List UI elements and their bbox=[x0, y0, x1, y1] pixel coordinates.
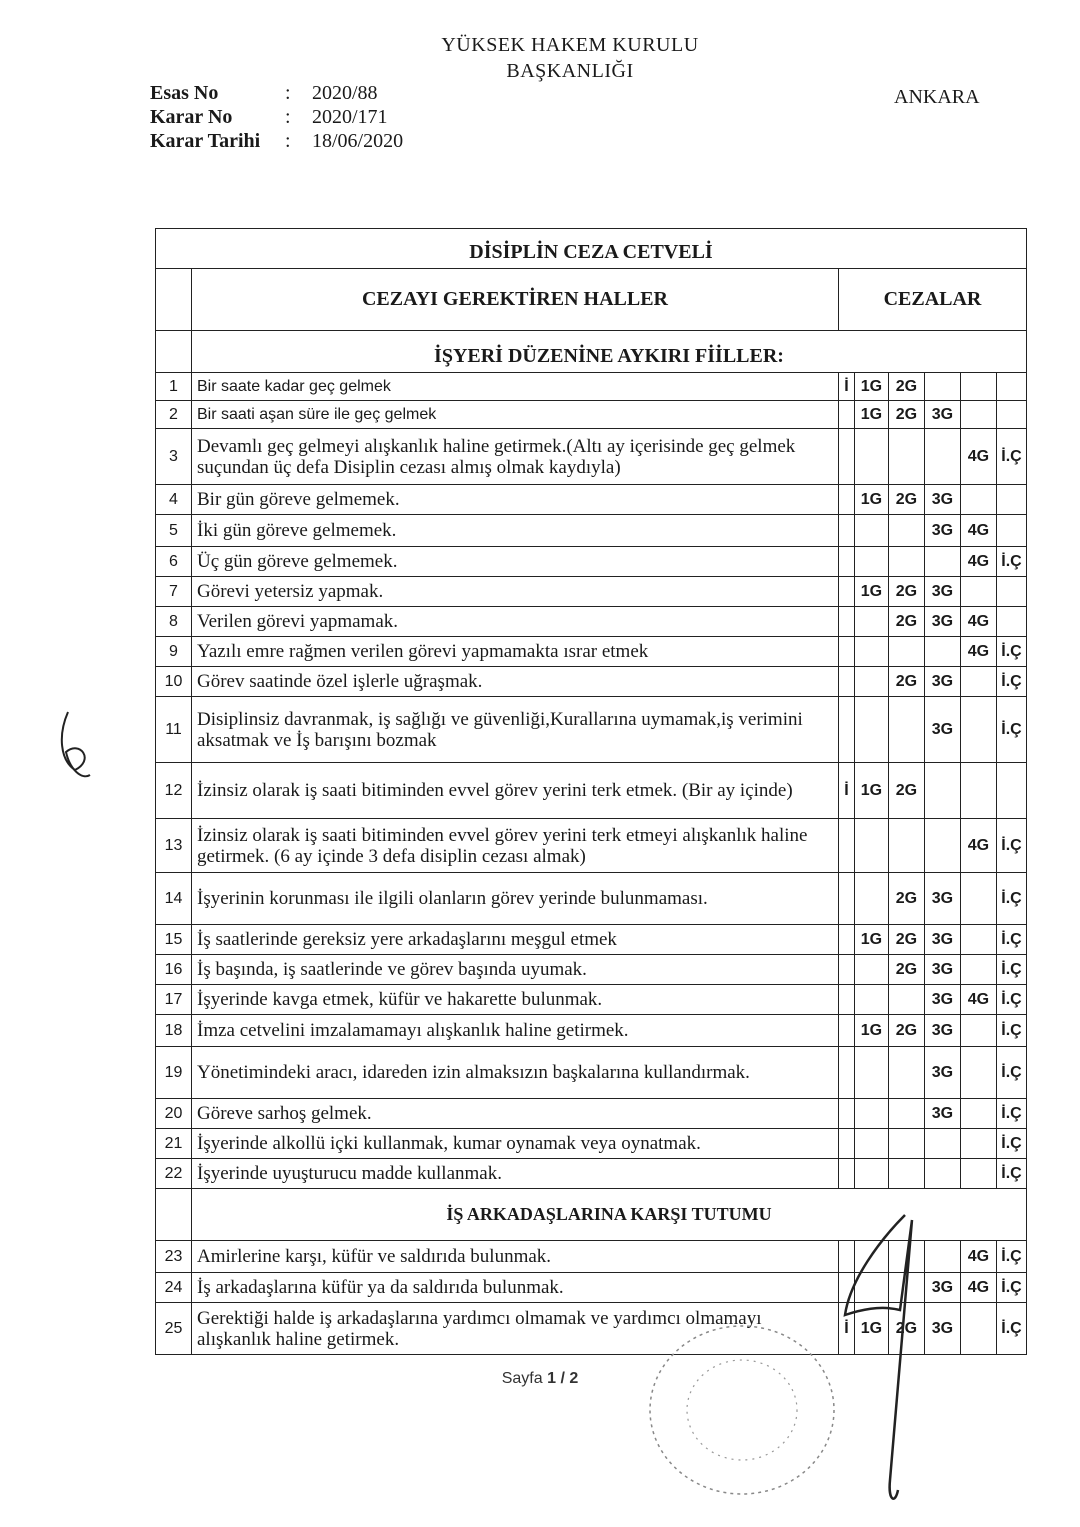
table-row bbox=[156, 697, 1027, 763]
penalty-cell: 3G bbox=[924, 955, 960, 985]
penalty-cell bbox=[996, 515, 1026, 547]
penalty-cell: İ.Ç bbox=[996, 1159, 1026, 1189]
penalty-cell bbox=[838, 401, 854, 429]
page-total: 2 bbox=[569, 1370, 579, 1387]
penalty-cell: 1G bbox=[854, 1015, 888, 1047]
table-row bbox=[156, 577, 1027, 607]
offense-description: Yazılı emre rağmen verilen görevi yapmamakta ısrar etmek bbox=[192, 637, 839, 667]
penalty-cell: İ.Ç bbox=[996, 429, 1026, 485]
offense-description: İşyerinin korunması ile ilgili olanların görev yerinde bulunmaması. bbox=[192, 873, 839, 925]
row-number: 11 bbox=[156, 697, 192, 763]
penalty-cell bbox=[924, 1159, 960, 1189]
penalty-cell bbox=[924, 763, 960, 819]
penalty-cell: 3G bbox=[924, 515, 960, 547]
penalty-cell: 1G bbox=[854, 1303, 888, 1355]
penalty-cell bbox=[924, 1129, 960, 1159]
institution-subtitle: BAŞKANLIĞI bbox=[506, 60, 634, 82]
penalty-cell: 4G bbox=[960, 1273, 996, 1303]
table-row bbox=[156, 955, 1027, 985]
penalty-cell: İ.Ç bbox=[996, 1015, 1026, 1047]
penalty-cell bbox=[960, 763, 996, 819]
penalty-cell bbox=[960, 1047, 996, 1099]
offense-description: Devamlı geç gelmeyi alışkanlık haline getirmek.(Altı ay içerisinde geç gelmek suçundan üç defa Disiplin cezası almış olmak kaydıyla) bbox=[192, 429, 839, 485]
penalty-cell: 1G bbox=[854, 925, 888, 955]
row-number: 2 bbox=[156, 401, 192, 429]
table-row bbox=[156, 925, 1027, 955]
row-number: 21 bbox=[156, 1129, 192, 1159]
offense-description: İzinsiz olarak iş saati bitiminden evvel görev yerini terk etmeyi alışkanlık haline getirmek. (6 ay içinde 3 defa disiplin cezası almak) bbox=[192, 819, 839, 873]
offense-description: İş saatlerinde gereksiz yere arkadaşlarını meşgul etmek bbox=[192, 925, 839, 955]
penalty-cell: İ.Ç bbox=[996, 819, 1026, 873]
blank-cell bbox=[156, 331, 192, 373]
penalty-cell: 4G bbox=[960, 637, 996, 667]
penalty-cell bbox=[854, 667, 888, 697]
penalty-cell bbox=[960, 1303, 996, 1355]
penalty-cell bbox=[854, 1159, 888, 1189]
esas-label: Esas No bbox=[150, 82, 219, 104]
offense-description: İş başında, iş saatlerinde ve görev başında uyumak. bbox=[192, 955, 839, 985]
penalty-cell: 2G bbox=[888, 373, 924, 401]
penalty-cell: 3G bbox=[924, 577, 960, 607]
penalty-cell: İ.Ç bbox=[996, 1099, 1026, 1129]
table-row bbox=[156, 1303, 1027, 1355]
penalty-cell: İ.Ç bbox=[996, 697, 1026, 763]
penalty-cell bbox=[838, 873, 854, 925]
penalty-cell bbox=[888, 1047, 924, 1099]
table-row bbox=[156, 819, 1027, 873]
esas-row bbox=[150, 81, 403, 105]
tarih-value: 18/06/2020 bbox=[312, 130, 404, 152]
penalty-cell: 3G bbox=[924, 485, 960, 515]
penalty-cell bbox=[838, 607, 854, 637]
row-number: 12 bbox=[156, 763, 192, 819]
penalty-cell: 3G bbox=[924, 1047, 960, 1099]
penalty-cell: İ.Ç bbox=[996, 667, 1026, 697]
penalty-cell bbox=[996, 763, 1026, 819]
penalty-cell bbox=[960, 373, 996, 401]
row-number: 20 bbox=[156, 1099, 192, 1129]
penalty-cell: 4G bbox=[960, 515, 996, 547]
offense-description: İmza cetvelini imzalamamayı alışkanlık haline getirmek. bbox=[192, 1015, 839, 1047]
row-number: 4 bbox=[156, 485, 192, 515]
penalty-cell: 2G bbox=[888, 607, 924, 637]
table-row bbox=[156, 485, 1027, 515]
penalty-cell bbox=[888, 637, 924, 667]
penalty-cell: İ.Ç bbox=[996, 873, 1026, 925]
penalty-cell bbox=[854, 819, 888, 873]
penalty-cell bbox=[888, 1273, 924, 1303]
penalty-cell bbox=[838, 1047, 854, 1099]
penalty-cell bbox=[838, 515, 854, 547]
penalty-cell bbox=[854, 429, 888, 485]
penalty-cell bbox=[838, 925, 854, 955]
penalty-cell bbox=[838, 429, 854, 485]
row-number: 14 bbox=[156, 873, 192, 925]
offense-description: İşyerinde kavga etmek, küfür ve hakarette bulunmak. bbox=[192, 985, 839, 1015]
penalty-cell: İ.Ç bbox=[996, 955, 1026, 985]
penalty-cell bbox=[838, 1015, 854, 1047]
row-number: 15 bbox=[156, 925, 192, 955]
offense-description: Disiplinsiz davranmak, iş sağlığı ve güvenliği,Kurallarına uymamak,iş verimini aksatmak ve İş barışını bozmak bbox=[192, 697, 839, 763]
offense-description: Gerektiği halde iş arkadaşlarına yardımcı olmamak ve yardımcı olmamayı alışkanlık haline getirmek. bbox=[192, 1303, 839, 1355]
institution-title: YÜKSEK HAKEM KURULU bbox=[441, 34, 699, 56]
penalty-cell bbox=[854, 1241, 888, 1273]
penalty-cell bbox=[960, 1015, 996, 1047]
table-row bbox=[156, 401, 1027, 429]
offense-description: Görevi yetersiz yapmak. bbox=[192, 577, 839, 607]
offense-description: İki gün göreve gelmemek. bbox=[192, 515, 839, 547]
row-number: 24 bbox=[156, 1273, 192, 1303]
penalty-cell: 3G bbox=[924, 873, 960, 925]
page-sep: / bbox=[560, 1370, 565, 1387]
offense-description: Bir saati aşan süre ile geç gelmek bbox=[192, 401, 839, 429]
row-number: 10 bbox=[156, 667, 192, 697]
row-number: 6 bbox=[156, 547, 192, 577]
table-row bbox=[156, 1241, 1027, 1273]
table-row bbox=[156, 1129, 1027, 1159]
offense-description: Verilen görevi yapmamak. bbox=[192, 607, 839, 637]
penalty-cell: 2G bbox=[888, 577, 924, 607]
penalty-cell bbox=[960, 697, 996, 763]
penalty-cell: 2G bbox=[888, 925, 924, 955]
row-number: 13 bbox=[156, 819, 192, 873]
penalty-cell bbox=[996, 577, 1026, 607]
row-number: 8 bbox=[156, 607, 192, 637]
discipline-table bbox=[155, 228, 1027, 1355]
tarih-label: Karar Tarihi bbox=[150, 130, 261, 152]
penalty-cell bbox=[996, 607, 1026, 637]
penalty-cell bbox=[924, 819, 960, 873]
penalty-cell: 2G bbox=[888, 1015, 924, 1047]
colon: : bbox=[285, 130, 291, 152]
penalty-cell bbox=[854, 607, 888, 637]
table-row bbox=[156, 873, 1027, 925]
table-row bbox=[156, 547, 1027, 577]
page-footer bbox=[0, 1370, 1080, 1388]
row-number: 18 bbox=[156, 1015, 192, 1047]
penalty-cell: 2G bbox=[888, 1303, 924, 1355]
section-header-row bbox=[156, 331, 1027, 373]
column-header-haller: CEZAYI GEREKTİREN HALLER bbox=[192, 269, 839, 331]
penalty-cell bbox=[854, 515, 888, 547]
city-label: ANKARA bbox=[894, 86, 980, 108]
penalty-cell bbox=[838, 697, 854, 763]
penalty-cell: 3G bbox=[924, 985, 960, 1015]
penalty-cell bbox=[838, 547, 854, 577]
penalty-cell: İ.Ç bbox=[996, 1273, 1026, 1303]
offense-description: Göreve sarhoş gelmek. bbox=[192, 1099, 839, 1129]
penalty-cell: İ.Ç bbox=[996, 925, 1026, 955]
penalty-cell bbox=[854, 547, 888, 577]
table-row bbox=[156, 373, 1027, 401]
penalty-cell: 3G bbox=[924, 1015, 960, 1047]
table-row bbox=[156, 1099, 1027, 1129]
penalty-cell bbox=[854, 697, 888, 763]
penalty-cell bbox=[924, 429, 960, 485]
table-row bbox=[156, 1273, 1027, 1303]
row-number: 25 bbox=[156, 1303, 192, 1355]
penalty-cell: 4G bbox=[960, 985, 996, 1015]
penalty-cell bbox=[888, 697, 924, 763]
penalty-cell: İ.Ç bbox=[996, 1241, 1026, 1273]
row-number: 17 bbox=[156, 985, 192, 1015]
penalty-cell bbox=[854, 1099, 888, 1129]
penalty-cell bbox=[924, 637, 960, 667]
penalty-cell bbox=[888, 515, 924, 547]
penalty-cell: 1G bbox=[854, 373, 888, 401]
penalty-cell: 4G bbox=[960, 1241, 996, 1273]
penalty-cell: 2G bbox=[888, 485, 924, 515]
penalty-cell bbox=[960, 955, 996, 985]
offense-description: İşyerinde uyuşturucu madde kullanmak. bbox=[192, 1159, 839, 1189]
margin-initial-mark bbox=[62, 712, 90, 776]
penalty-cell bbox=[838, 1241, 854, 1273]
penalty-cell: 4G bbox=[960, 819, 996, 873]
penalty-cell bbox=[838, 985, 854, 1015]
row-number: 3 bbox=[156, 429, 192, 485]
colon: : bbox=[285, 82, 291, 104]
penalty-cell: 2G bbox=[888, 873, 924, 925]
penalty-cell: 3G bbox=[924, 401, 960, 429]
penalty-cell bbox=[838, 637, 854, 667]
table-row bbox=[156, 1047, 1027, 1099]
karar-row bbox=[150, 105, 403, 129]
penalty-cell: 4G bbox=[960, 429, 996, 485]
penalty-cell: 3G bbox=[924, 925, 960, 955]
penalty-cell bbox=[996, 401, 1026, 429]
page-current: 1 bbox=[547, 1370, 556, 1387]
offense-description: İşyerinde alkollü içki kullanmak, kumar oynamak veya oynatmak. bbox=[192, 1129, 839, 1159]
row-number: 23 bbox=[156, 1241, 192, 1273]
penalty-cell: 3G bbox=[924, 697, 960, 763]
offense-description: Bir gün göreve gelmemek. bbox=[192, 485, 839, 515]
offense-description: Yönetimindeki aracı, idareden izin almaksızın başkalarına kullandırmak. bbox=[192, 1047, 839, 1099]
penalty-cell: 2G bbox=[888, 667, 924, 697]
table-row bbox=[156, 515, 1027, 547]
offense-description: İzinsiz olarak iş saati bitiminden evvel görev yerini terk etmek. (Bir ay içinde) bbox=[192, 763, 839, 819]
penalty-cell: İ.Ç bbox=[996, 547, 1026, 577]
table-row bbox=[156, 985, 1027, 1015]
table-row bbox=[156, 637, 1027, 667]
penalty-cell bbox=[960, 485, 996, 515]
penalty-cell bbox=[960, 401, 996, 429]
row-number: 5 bbox=[156, 515, 192, 547]
karar-label: Karar No bbox=[150, 106, 233, 128]
penalty-cell: 3G bbox=[924, 667, 960, 697]
penalty-cell: İ bbox=[838, 763, 854, 819]
penalty-cell bbox=[838, 1159, 854, 1189]
penalty-cell bbox=[996, 485, 1026, 515]
penalty-cell: İ.Ç bbox=[996, 1129, 1026, 1159]
penalty-cell bbox=[838, 667, 854, 697]
penalty-cell: 1G bbox=[854, 763, 888, 819]
penalty-cell bbox=[838, 577, 854, 607]
table-row bbox=[156, 667, 1027, 697]
penalty-cell: 3G bbox=[924, 607, 960, 637]
row-number: 22 bbox=[156, 1159, 192, 1189]
offense-description: Amirlerine karşı, küfür ve saldırıda bulunmak. bbox=[192, 1241, 839, 1273]
penalty-cell: İ.Ç bbox=[996, 985, 1026, 1015]
penalty-cell bbox=[838, 1099, 854, 1129]
blank-cell bbox=[156, 1189, 192, 1241]
colon: : bbox=[285, 106, 291, 128]
case-metadata bbox=[150, 81, 403, 153]
penalty-cell bbox=[960, 577, 996, 607]
penalty-cell bbox=[924, 373, 960, 401]
penalty-cell bbox=[996, 373, 1026, 401]
row-number: 9 bbox=[156, 637, 192, 667]
penalty-cell bbox=[854, 637, 888, 667]
row-number: 16 bbox=[156, 955, 192, 985]
penalty-cell: 1G bbox=[854, 401, 888, 429]
penalty-cell: 4G bbox=[960, 607, 996, 637]
penalty-cell bbox=[888, 819, 924, 873]
penalty-cell: 2G bbox=[888, 763, 924, 819]
penalty-cell: İ bbox=[838, 1303, 854, 1355]
penalty-cell: İ.Ç bbox=[996, 637, 1026, 667]
penalty-cell: İ.Ç bbox=[996, 1303, 1026, 1355]
penalty-cell: 2G bbox=[888, 401, 924, 429]
penalty-cell bbox=[854, 985, 888, 1015]
penalty-cell: 3G bbox=[924, 1273, 960, 1303]
section-header-row bbox=[156, 1189, 1027, 1241]
penalty-cell bbox=[854, 1129, 888, 1159]
blank-cell bbox=[156, 269, 192, 331]
penalty-cell bbox=[888, 1241, 924, 1273]
section-header: İŞYERİ DÜZENİNE AYKIRI FİİLLER: bbox=[192, 331, 1027, 373]
penalty-cell: 3G bbox=[924, 1099, 960, 1129]
penalty-cell: 2G bbox=[888, 955, 924, 985]
penalty-cell bbox=[838, 819, 854, 873]
karar-value: 2020/171 bbox=[312, 106, 388, 128]
offense-description: İş arkadaşlarına küfür ya da saldırıda bulunmak. bbox=[192, 1273, 839, 1303]
penalty-cell bbox=[854, 955, 888, 985]
penalty-cell bbox=[838, 1273, 854, 1303]
row-number: 1 bbox=[156, 373, 192, 401]
penalty-cell bbox=[924, 1241, 960, 1273]
penalty-cell bbox=[888, 1159, 924, 1189]
penalty-cell bbox=[960, 1129, 996, 1159]
esas-value: 2020/88 bbox=[312, 82, 378, 104]
column-header-cezalar: CEZALAR bbox=[838, 269, 1026, 331]
penalty-cell bbox=[888, 1099, 924, 1129]
penalty-cell bbox=[960, 925, 996, 955]
table-row bbox=[156, 1015, 1027, 1047]
penalty-cell bbox=[838, 485, 854, 515]
page-label: Sayfa bbox=[501, 1370, 543, 1387]
table-title-row bbox=[156, 229, 1027, 269]
offense-description: Üç gün göreve gelmemek. bbox=[192, 547, 839, 577]
penalty-cell bbox=[888, 1129, 924, 1159]
penalty-cell bbox=[888, 985, 924, 1015]
penalty-cell bbox=[838, 955, 854, 985]
penalty-cell bbox=[960, 1099, 996, 1129]
offense-description: Görev saatinde özel işlerle uğraşmak. bbox=[192, 667, 839, 697]
penalty-cell bbox=[854, 1047, 888, 1099]
offense-description: Bir saate kadar geç gelmek bbox=[192, 373, 839, 401]
penalty-cell: İ bbox=[838, 373, 854, 401]
section-header: İŞ ARKADAŞLARINA KARŞI TUTUMU bbox=[192, 1189, 1027, 1241]
penalty-cell bbox=[854, 873, 888, 925]
row-number: 7 bbox=[156, 577, 192, 607]
penalty-cell bbox=[924, 547, 960, 577]
penalty-cell: 4G bbox=[960, 547, 996, 577]
table-row bbox=[156, 1159, 1027, 1189]
penalty-cell: 3G bbox=[924, 1303, 960, 1355]
penalty-cell bbox=[960, 1159, 996, 1189]
table-row bbox=[156, 429, 1027, 485]
penalty-cell: İ.Ç bbox=[996, 1047, 1026, 1099]
penalty-cell bbox=[960, 667, 996, 697]
table-row bbox=[156, 763, 1027, 819]
penalty-cell: 1G bbox=[854, 485, 888, 515]
tarih-row bbox=[150, 129, 403, 153]
penalty-cell bbox=[838, 1129, 854, 1159]
penalty-cell bbox=[854, 1273, 888, 1303]
table-title: DİSİPLİN CEZA CETVELİ bbox=[156, 229, 1027, 269]
table-row bbox=[156, 607, 1027, 637]
row-number: 19 bbox=[156, 1047, 192, 1099]
column-header-row bbox=[156, 269, 1027, 331]
penalty-cell bbox=[888, 429, 924, 485]
penalty-cell: 1G bbox=[854, 577, 888, 607]
penalty-cell bbox=[888, 547, 924, 577]
penalty-cell bbox=[960, 873, 996, 925]
